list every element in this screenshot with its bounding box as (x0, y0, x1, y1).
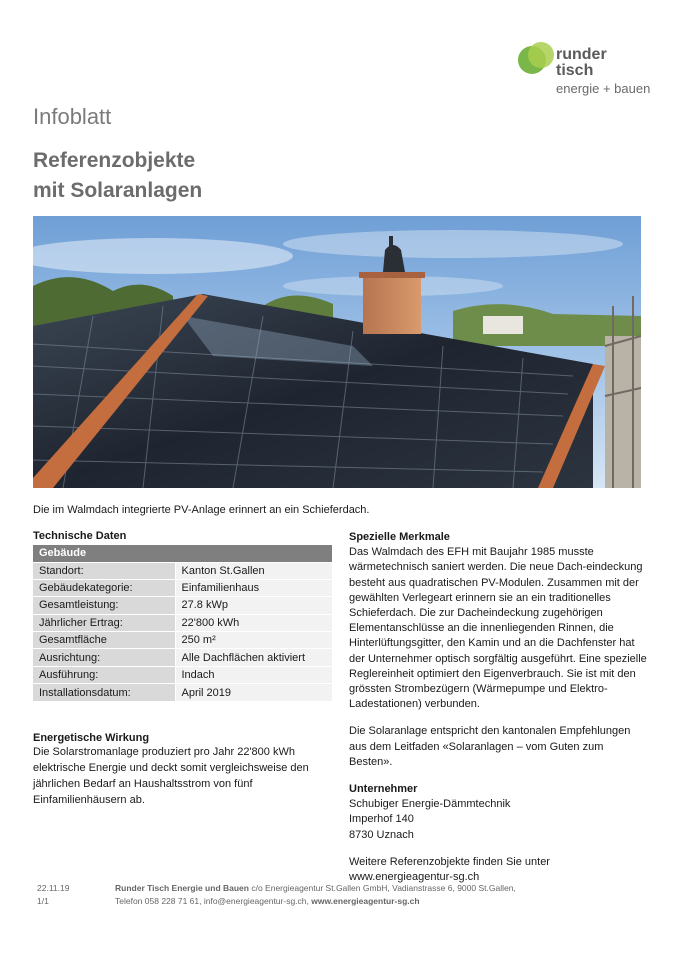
table-row (33, 632, 332, 649)
footer-org-name: Runder Tisch Energie und Bauen (115, 883, 249, 893)
table-row (33, 684, 332, 701)
logo-circle-light (528, 42, 554, 68)
footer-contact-line (115, 895, 420, 908)
row-key: Jährlicher Ertrag: (33, 614, 175, 631)
features-text-2: Die Solaranlage entspricht den kantonalen Empfehlungen aus dem Leitfaden «Solaranlagen – vom Guten zum Besten». (349, 725, 631, 768)
row-value: 250 m² (175, 632, 332, 649)
table-row (33, 614, 332, 631)
table-row (33, 649, 332, 666)
table-row (33, 666, 332, 683)
row-value: 27.8 kWp (175, 597, 332, 614)
row-key: Ausrichtung: (33, 649, 175, 666)
energy-impact-heading: Energetische Wirkung (33, 732, 150, 744)
contractor-name: Schubiger Energie-Dämmtechnik (349, 798, 511, 811)
footer-date: 22.11.19 (37, 883, 70, 893)
row-value: Indach (175, 666, 332, 683)
row-value: April 2019 (175, 684, 332, 701)
solar-roof-photo (33, 216, 641, 488)
table-row (33, 579, 332, 596)
more-references-text: Weitere Referenzobjekte finden Sie unter (349, 855, 550, 868)
contractor-heading: Unternehmer (349, 783, 418, 796)
technical-data-heading: Technische Daten (33, 530, 127, 542)
page-title (33, 146, 202, 206)
features-text: Das Walmdach des EFH mit Baujahr 1985 musste wärmetechnisch saniert werden. Die neue Dach-eindeckung besteht aus quadratischen PV-Modulen. Zusammen mit der gewählten Verlegeart erinnern sie an ein traditionelles Schieferdach. Die zur Dacheindeckung zugehörigen Elementanschlüsse an die innenliegenden Rinnen, die Hinterlüftungsgitter, den Kamin und an die Dachfenster hat der Unternehmer optisch sorgfältig ausgeführt. Eine spezielle Reglereinheit optimiert den Eigenverbrauch. Sie ist mit den grössten Strombezügern (Wärmepumpe und Elektro-Ladestationen) verbunden. (349, 546, 647, 711)
document-type: Infoblatt (33, 104, 112, 129)
footer-org-address: c/o Energieagentur St.Gallen GmbH, Vadianstrasse 6, 9000 St.Gallen, (251, 883, 516, 893)
row-key: Standort: (33, 562, 175, 579)
contractor-address (349, 797, 649, 843)
footer-contact: Telefon 058 228 71 61, info@energieagentur-sg.ch, (115, 896, 309, 906)
title-line-2: mit Solaranlagen (33, 179, 203, 202)
features-section (349, 530, 649, 885)
energy-impact-section (33, 732, 333, 808)
row-value: Kanton St.Gallen (175, 562, 332, 579)
title-line-1: Referenzobjekte (33, 149, 196, 172)
table-row (33, 562, 332, 579)
row-key: Gesamtleistung: (33, 597, 175, 614)
row-key: Installationsdatum: (33, 684, 175, 701)
footer-page-number: 1/1 (37, 896, 49, 906)
logo-text-line2: tisch (556, 62, 594, 79)
photo-caption: Die im Walmdach integrierte PV-Anlage erinnert an ein Schieferdach. (33, 504, 370, 516)
contractor-street: Imperhof 140 (349, 813, 414, 826)
logo-text-line3: energie + bauen (556, 81, 651, 96)
row-value: Einfamilienhaus (175, 579, 332, 596)
energy-impact-text: Die Solarstromanlage produziert pro Jahr 22'800 kWh elektrische Energie und deckt somit vergleichsweise den jährlichen Bedarf an Haushaltsstrom von fünf Einfamilienhäusern ab. (33, 746, 309, 806)
logo-text-line1: runder (556, 46, 607, 63)
row-key: Gebäudekategorie: (33, 579, 175, 596)
contractor-city: 8730 Uznach (349, 828, 414, 841)
row-key: Ausführung: (33, 666, 175, 683)
technical-data-table (33, 545, 332, 701)
table-header-building: Gebäude (33, 545, 332, 562)
technical-data-section (33, 530, 333, 701)
table-row (33, 597, 332, 614)
more-references-link[interactable]: www.energieagentur-sg.ch (349, 871, 480, 884)
footer-address-line (115, 882, 516, 895)
footer-website-link[interactable]: www.energieagentur-sg.ch (311, 896, 420, 906)
row-value: Alle Dachflächen aktiviert (175, 649, 332, 666)
runder-tisch-logo (518, 42, 658, 102)
row-value: 22'800 kWh (175, 614, 332, 631)
row-key: Gesamtfläche (33, 632, 175, 649)
features-heading: Spezielle Merkmale (349, 531, 450, 543)
